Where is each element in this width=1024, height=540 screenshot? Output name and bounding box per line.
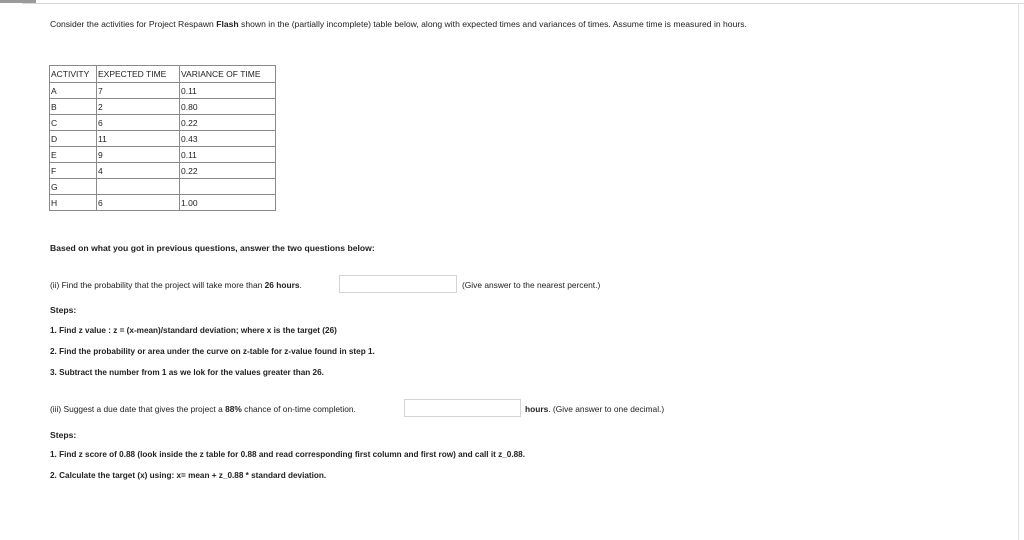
cell-expected: 9 (97, 147, 180, 163)
q3-hint: . (Give answer to one decimal.) (548, 404, 665, 414)
cell-activity: G (50, 179, 97, 195)
q2-hint: (Give answer to the nearest percent.) (462, 280, 601, 290)
activities-table (49, 65, 276, 211)
questions-prompt: Based on what you got in previous questions, answer the two questions below: (50, 243, 375, 253)
cell-variance: 0.11 (180, 83, 276, 99)
cell-activity: C (50, 115, 97, 131)
table-row (50, 115, 276, 131)
cell-expected: 6 (97, 195, 180, 211)
q2-step-2: 2. Find the probability or area under the curve on z-table for z-value found in step 1. (50, 347, 375, 356)
cell-expected (97, 179, 180, 195)
intro-project-name: Flash (216, 19, 239, 29)
table-row (50, 179, 276, 195)
cell-variance: 0.22 (180, 115, 276, 131)
q3-after: chance of on-time completion. (241, 404, 356, 414)
table-row (50, 195, 276, 211)
intro-after: shown in the (partially incomplete) table below, along with expected times and variances of times. Assume time is measured in hours. (238, 19, 747, 29)
cell-variance: 0.11 (180, 147, 276, 163)
due-date-answer-input[interactable] (404, 399, 521, 417)
cell-expected: 11 (97, 131, 180, 147)
top-divider (22, 3, 1024, 4)
cell-variance (180, 179, 276, 195)
intro-text (50, 19, 747, 29)
question-iii-text (50, 404, 356, 414)
q2-step-1: 1. Find z value : z = (x-mean)/standard deviation; where x is the target (26) (50, 326, 337, 335)
table-row (50, 99, 276, 115)
q2-after: . (299, 280, 302, 290)
header-activity: ACTIVITY (50, 66, 97, 83)
question-ii-text (50, 280, 302, 290)
q2-steps-title: Steps: (50, 305, 77, 315)
q3-step-1: 1. Find z score of 0.88 (look inside the z table for 0.88 and read corresponding first column and first row) and call it z_0.88. (50, 450, 525, 459)
cell-expected: 2 (97, 99, 180, 115)
intro-before: Consider the activities for Project Respawn (50, 19, 217, 29)
table-row (50, 163, 276, 179)
right-divider (1018, 3, 1019, 540)
table-row (50, 131, 276, 147)
cell-activity: A (50, 83, 97, 99)
cell-expected: 7 (97, 83, 180, 99)
cell-activity: H (50, 195, 97, 211)
table-row (50, 83, 276, 99)
q3-steps-title: Steps: (50, 430, 77, 440)
q3-percent: 88% (225, 404, 242, 414)
header-expected-time: EXPECTED TIME (97, 66, 180, 83)
q3-step-2: 2. Calculate the target (x) using: x= mean + z_0.88 * standard deviation. (50, 471, 327, 480)
q2-step-3: 3. Subtract the number from 1 as we lok for the values greater than 26. (50, 368, 324, 377)
table-header-row (50, 66, 276, 83)
cell-expected: 6 (97, 115, 180, 131)
cell-expected: 4 (97, 163, 180, 179)
q3-unit: hours (525, 404, 549, 414)
cell-variance: 1.00 (180, 195, 276, 211)
cell-activity: B (50, 99, 97, 115)
cell-variance: 0.22 (180, 163, 276, 179)
q2-hours: 26 hours (264, 280, 300, 290)
cell-variance: 0.80 (180, 99, 276, 115)
q3-before: (iii) Suggest a due date that gives the project a (50, 404, 226, 414)
cell-activity: F (50, 163, 97, 179)
cell-activity: E (50, 147, 97, 163)
cell-activity: D (50, 131, 97, 147)
q3-unit-hint (525, 404, 664, 414)
cell-variance: 0.43 (180, 131, 276, 147)
q2-before: (ii) Find the probability that the project will take more than (50, 280, 265, 290)
table-row (50, 147, 276, 163)
header-variance: VARIANCE OF TIME (180, 66, 276, 83)
probability-answer-input[interactable] (339, 275, 457, 293)
